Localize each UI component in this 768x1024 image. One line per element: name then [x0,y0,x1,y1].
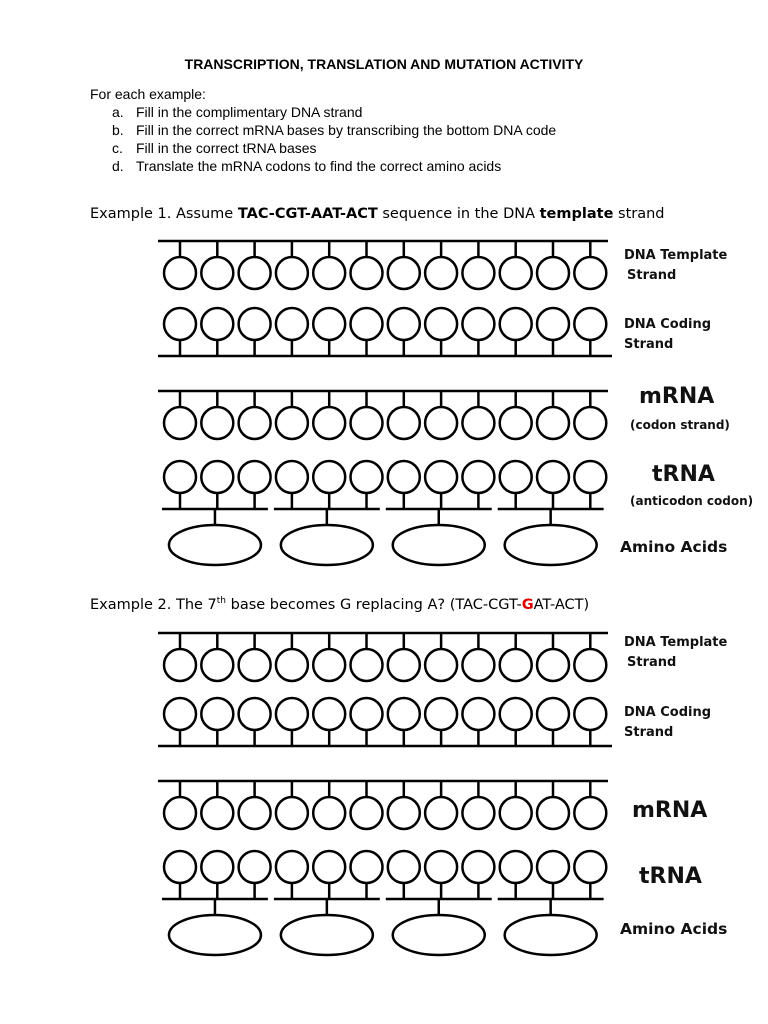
mrna-base-circle [425,797,457,829]
dna-template-base-circle [500,257,532,289]
trna-base-circle [537,851,569,883]
trna-base-circle [164,851,196,883]
dna-template-base-circle [313,649,345,681]
dna-template-base-circle [425,649,457,681]
trna-base-circle [388,461,420,493]
trna-base-circle [276,851,308,883]
mrna-base-circle [201,407,233,439]
mrna-base-circle [462,797,494,829]
list-item: b. Fill in the correct mRNA bases by transcribing the bottom DNA code [112,122,557,138]
amino-acid-oval [281,915,373,955]
mrna-base-circle [388,407,420,439]
dna-coding-base-circle [425,308,457,340]
trna-base-circle [574,851,606,883]
dna-template-base-circle [462,257,494,289]
dna-template-base-circle [351,257,383,289]
amino-acids-label: Amino Acids [620,538,728,556]
trna-base-circle [313,461,345,493]
mrna-base-circle [500,407,532,439]
trna-base-circle [201,461,233,493]
dna-coding-base-circle [276,308,308,340]
dna-coding-base-circle [313,308,345,340]
mrna-base-circle [164,797,196,829]
dna-coding-base-circle [313,698,345,730]
dna-coding-label: DNA Coding Strand [624,705,712,740]
trna-base-circle [201,851,233,883]
list-item: a. Fill in the complimentary DNA strand [112,104,363,120]
mutated-base: G [521,596,534,613]
trna-base-circle [351,461,383,493]
trna-base-circle [313,851,345,883]
dna-template-base-circle [462,649,494,681]
mrna-label: mRNA [632,798,708,823]
dna-coding-base-circle [239,698,271,730]
dna-template-base-circle [388,257,420,289]
dna-template-base-circle [500,649,532,681]
list-item: c. Fill in the correct tRNA bases [112,140,317,156]
example2-heading: Example 2. The 7th base becomes G replacing A? (TAC-CGT-GAT-ACT) [90,596,590,613]
mrna-base-circle [574,797,606,829]
mrna-base-circle [537,407,569,439]
amino-acid-oval [505,915,597,955]
dna-template-base-circle [239,649,271,681]
dna-template-base-circle [574,257,606,289]
dna-coding-base-circle [164,698,196,730]
dna-coding-base-circle [201,308,233,340]
dna-coding-base-circle [537,308,569,340]
trna-label: tRNA [639,864,702,889]
dna-coding-base-circle [425,698,457,730]
mrna-base-circle [462,407,494,439]
dna-coding-label: DNA Coding Strand [624,317,712,352]
dna-coding-base-circle [537,698,569,730]
dna-template-base-circle [537,649,569,681]
dna-template-base-circle [201,257,233,289]
mrna-base-circle [425,407,457,439]
dna-coding-base-circle [574,308,606,340]
dna-template-base-circle [351,649,383,681]
dna-template-base-circle [276,257,308,289]
dna-template-base-circle [574,649,606,681]
example1-heading: Example 1. Assume TAC-CGT-AAT-ACT sequence in the DNA template strand [90,206,665,222]
mrna-base-circle [164,407,196,439]
amino-acid-oval [393,525,485,565]
trna-base-circle [500,851,532,883]
dna-coding-base-circle [351,698,383,730]
mrna-base-circle [239,797,271,829]
mrna-base-circle [313,797,345,829]
trna-base-circle [500,461,532,493]
mrna-base-circle [201,797,233,829]
trna-sublabel: (anticodon codon) [630,494,754,508]
amino-acid-oval [281,525,373,565]
amino-acid-oval [505,525,597,565]
dna-template-base-circle [313,257,345,289]
dna-template-base-circle [425,257,457,289]
amino-acid-oval [393,915,485,955]
dna-coding-base-circle [500,308,532,340]
mrna-label: mRNA [639,384,715,409]
mrna-base-circle [500,797,532,829]
dna-coding-base-circle [239,308,271,340]
dna-coding-base-circle [201,698,233,730]
mrna-base-circle [537,797,569,829]
dna-template-base-circle [164,257,196,289]
mrna-base-circle [276,407,308,439]
intro-text: For each example: [90,86,206,102]
mrna-base-circle [313,407,345,439]
trna-base-circle [462,461,494,493]
page-title: TRANSCRIPTION, TRANSLATION AND MUTATION ACTIVITY [184,56,584,72]
trna-base-circle [388,851,420,883]
dna-template-label: DNA Template Strand [624,635,728,670]
trna-base-circle [425,461,457,493]
dna-coding-base-circle [462,698,494,730]
list-item: d. Translate the mRNA codons to find the correct amino acids [112,158,502,174]
trna-base-circle [574,461,606,493]
mrna-base-circle [276,797,308,829]
dna-template-base-circle [201,649,233,681]
mrna-sublabel: (codon strand) [630,418,730,432]
trna-base-circle [239,461,271,493]
amino-acids-label: Amino Acids [620,920,728,938]
trna-base-circle [164,461,196,493]
amino-acid-oval [169,525,261,565]
dna-coding-base-circle [574,698,606,730]
dna-template-base-circle [276,649,308,681]
dna-template-label: DNA Template Strand [624,248,728,283]
trna-base-circle [462,851,494,883]
mrna-base-circle [351,407,383,439]
dna-coding-base-circle [276,698,308,730]
mrna-base-circle [388,797,420,829]
trna-base-circle [537,461,569,493]
dna-template-base-circle [537,257,569,289]
dna-coding-base-circle [388,308,420,340]
mrna-base-circle [351,797,383,829]
dna-template-base-circle [388,649,420,681]
mrna-base-circle [574,407,606,439]
dna-coding-base-circle [462,308,494,340]
dna-coding-base-circle [388,698,420,730]
trna-base-circle [276,461,308,493]
dna-coding-base-circle [164,308,196,340]
trna-base-circle [425,851,457,883]
dna-coding-base-circle [351,308,383,340]
amino-acid-oval [169,915,261,955]
trna-label: tRNA [652,462,715,487]
dna-coding-base-circle [500,698,532,730]
trna-base-circle [239,851,271,883]
mrna-base-circle [239,407,271,439]
dna-template-base-circle [239,257,271,289]
dna-template-base-circle [164,649,196,681]
trna-base-circle [351,851,383,883]
